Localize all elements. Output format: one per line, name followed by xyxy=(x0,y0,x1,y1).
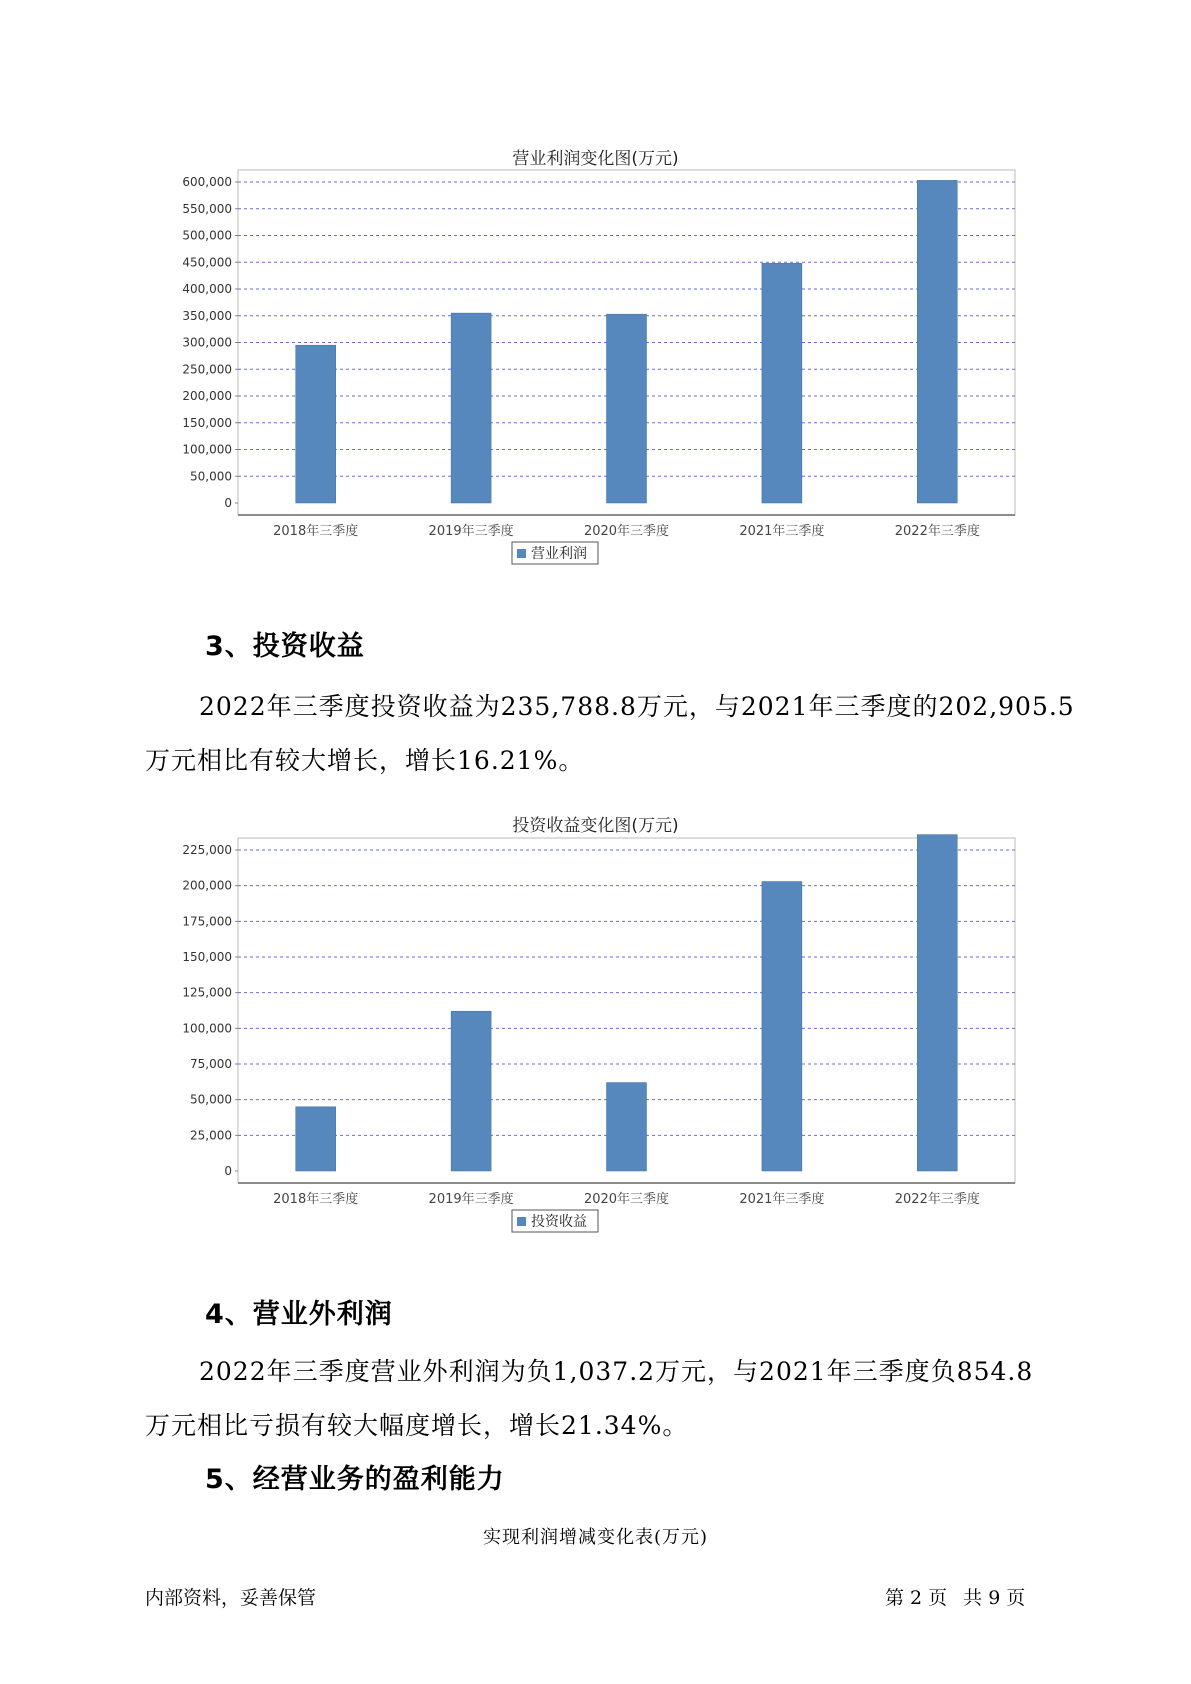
investment-bar xyxy=(607,1083,647,1171)
profit-y-tick-label: 100,000 xyxy=(182,442,232,457)
profit-y-tick-label: 500,000 xyxy=(182,228,232,243)
investment-y-tick-label: 50,000 xyxy=(190,1092,232,1107)
profit-x-tick-label: 2022年三季度 xyxy=(894,524,980,539)
section-4-heading: 4、营业外利润 xyxy=(205,1299,393,1330)
section-4-line-2: 万元相比亏损有较大幅度增长，增长21.34%。 xyxy=(145,1411,689,1440)
total-unit: 页 xyxy=(1006,1587,1026,1609)
section-3-heading: 3、投资收益 xyxy=(205,631,365,662)
investment-y-tick-label: 150,000 xyxy=(182,950,232,964)
profit-bar xyxy=(296,345,336,503)
footer-confidential-note: 内部资料，妥善保管 xyxy=(145,1587,317,1609)
page-prefix: 第 xyxy=(885,1587,905,1609)
total-prefix: 共 xyxy=(963,1587,983,1609)
profit-y-tick-label: 150,000 xyxy=(182,415,232,430)
section-3-line-1: 2022年三季度投资收益为235,788.8万元，与2021年三季度的202,905.5 xyxy=(199,692,1075,721)
profit-y-tick-label: 400,000 xyxy=(182,282,232,296)
section-3-line-2: 万元相比有较大增长，增长16.21%。 xyxy=(145,746,585,775)
profit-y-tick-label: 250,000 xyxy=(182,362,232,377)
page-unit: 页 xyxy=(928,1587,948,1609)
profit-bar xyxy=(917,180,957,503)
investment-y-tick-label: 100,000 xyxy=(182,1021,232,1036)
investment-bar xyxy=(451,1011,491,1171)
investment-y-tick-label: 225,000 xyxy=(182,843,232,857)
profit-bar xyxy=(762,263,802,503)
investment-x-tick-label: 2019年三季度 xyxy=(428,1192,514,1207)
section-4-paragraph xyxy=(145,1345,1085,1453)
investment-bar-chart xyxy=(150,838,1030,1258)
investment-bar xyxy=(762,882,802,1171)
profit-bar xyxy=(451,313,491,503)
section-3-paragraph xyxy=(145,680,1085,788)
profit-y-tick-label: 450,000 xyxy=(182,255,232,270)
profit-y-tick-label: 350,000 xyxy=(182,308,232,323)
investment-y-tick-label: 200,000 xyxy=(182,878,232,893)
investment-legend xyxy=(512,1210,598,1232)
section-4-line-1: 2022年三季度营业外利润为负1,037.2万元，与2021年三季度负854.8 xyxy=(199,1357,1034,1386)
profit-y-tick-label: 0 xyxy=(224,496,232,510)
investment-x-tick-label: 2020年三季度 xyxy=(583,1192,670,1207)
profit-y-tick-label: 200,000 xyxy=(182,389,232,403)
profit-y-tick-label: 50,000 xyxy=(190,469,232,484)
investment-y-tick-label: 75,000 xyxy=(190,1057,232,1071)
investment-bar xyxy=(296,1107,336,1171)
investment-y-tick-label: 0 xyxy=(224,1164,232,1178)
investment-chart-title: 投资收益变化图(万元) xyxy=(512,816,679,836)
investment-y-tick-label: 25,000 xyxy=(190,1128,232,1143)
investment-legend-label: 投资收益 xyxy=(531,1214,587,1230)
investment-x-tick-label: 2022年三季度 xyxy=(894,1192,980,1207)
profit-y-tick-label: 600,000 xyxy=(182,175,232,189)
page-number: 2 xyxy=(910,1587,923,1609)
investment-legend-swatch xyxy=(517,1217,526,1226)
profit-legend xyxy=(512,542,598,564)
profit-bar-chart xyxy=(150,170,1030,590)
profit-x-tick-label: 2020年三季度 xyxy=(583,524,670,539)
profit-x-tick-label: 2018年三季度 xyxy=(273,524,359,539)
total-pages: 9 xyxy=(988,1587,1001,1609)
investment-x-tick-label: 2021年三季度 xyxy=(739,1192,825,1207)
footer-page-number xyxy=(885,1583,1031,1610)
investment-x-tick-label: 2018年三季度 xyxy=(273,1192,359,1207)
profit-x-tick-label: 2019年三季度 xyxy=(428,524,514,539)
profit-x-tick-label: 2021年三季度 xyxy=(739,524,825,539)
profit-legend-swatch xyxy=(517,549,526,558)
investment-y-tick-label: 125,000 xyxy=(182,985,232,1000)
section-5-heading: 5、经营业务的盈利能力 xyxy=(205,1464,505,1495)
profit-chart-title: 营业利润变化图(万元) xyxy=(512,149,679,169)
table-caption: 实现利润增减变化表(万元) xyxy=(482,1527,709,1548)
profit-legend-label: 营业利润 xyxy=(531,546,587,562)
profit-y-tick-label: 300,000 xyxy=(182,335,232,350)
profit-bar xyxy=(607,314,647,503)
profit-y-tick-label: 550,000 xyxy=(182,201,232,216)
investment-bar xyxy=(917,835,957,1171)
investment-y-tick-label: 175,000 xyxy=(182,914,232,929)
